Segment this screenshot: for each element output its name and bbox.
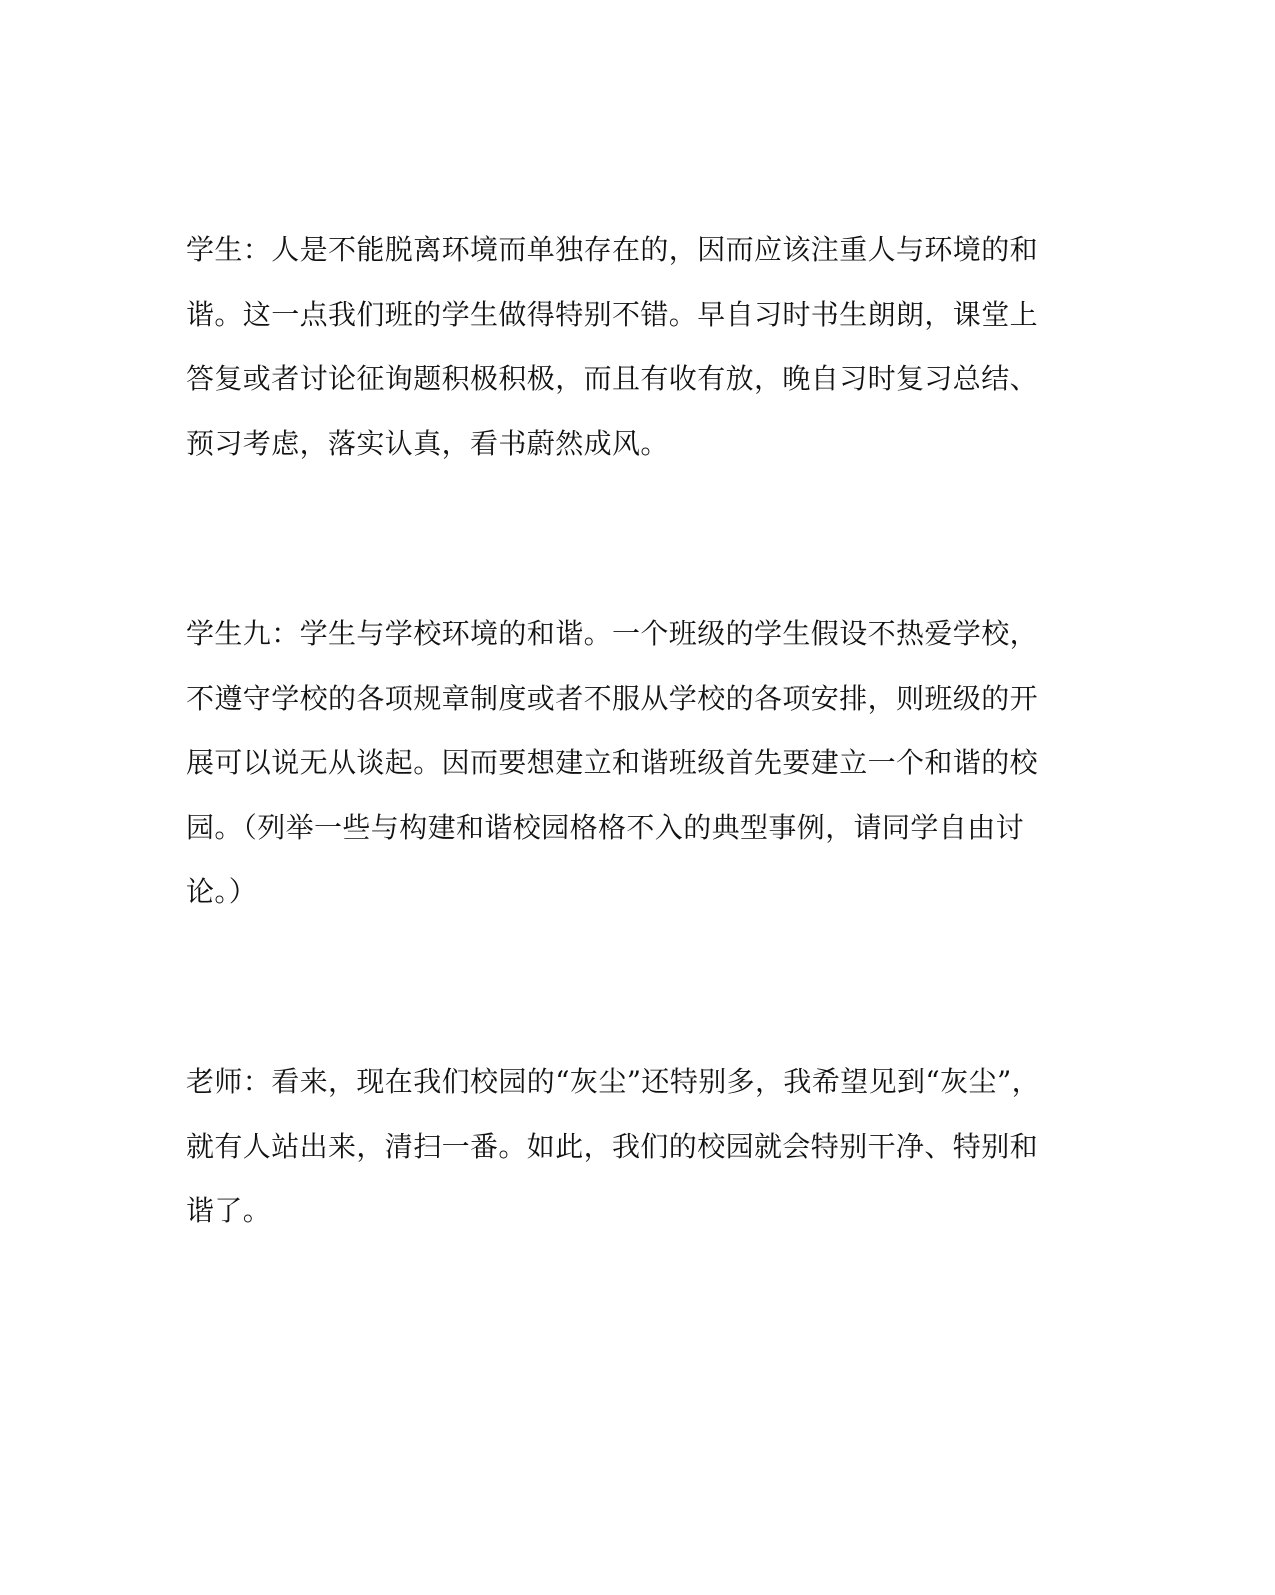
paragraph-line: 学生：人是不能脱离环境而单独存在的，因而应该注重人与环境的和 [186,233,1039,266]
paragraph-line: 园。（列举一些与构建和谐校园格格不入的典型事例，请同学自由讨 [186,810,1025,844]
paragraph-teacher [186,1050,1056,1244]
paragraph-line: 答复或者讨论征询题积极积极，而且有收有放，晚自习时复习总结、 [186,362,1039,395]
paragraph-student-environment [186,218,1056,476]
paragraph-line: 谐。这一点我们班的学生做得特别不错。早自习时书生朗朗，课堂上 [186,297,1039,331]
paragraph-line: 展可以说无从谈起。因而要想建立和谐班级首先要建立一个和谐的校 [186,746,1039,779]
paragraph-line: 谐了。 [186,1194,272,1227]
paragraph-line: 老师：看来，现在我们校园的“灰尘”还特别多，我希望见到“灰尘”， [186,1065,1041,1098]
paragraph-line: 论。） [186,875,258,908]
paragraph-line: 学生九：学生与学校环境的和谐。一个班级的学生假设不热爱学校， [186,617,1039,650]
paragraph-student-nine [186,602,1056,925]
paragraph-line: 预习考虑，落实认真，看书蔚然成风。 [186,426,669,460]
paragraph-line: 就有人站出来，清扫一番。如此，我们的校园就会特别干净、特别和 [186,1129,1039,1163]
paragraph-line: 不遵守学校的各项规章制度或者不服从学校的各项安排，则班级的开 [186,681,1039,715]
